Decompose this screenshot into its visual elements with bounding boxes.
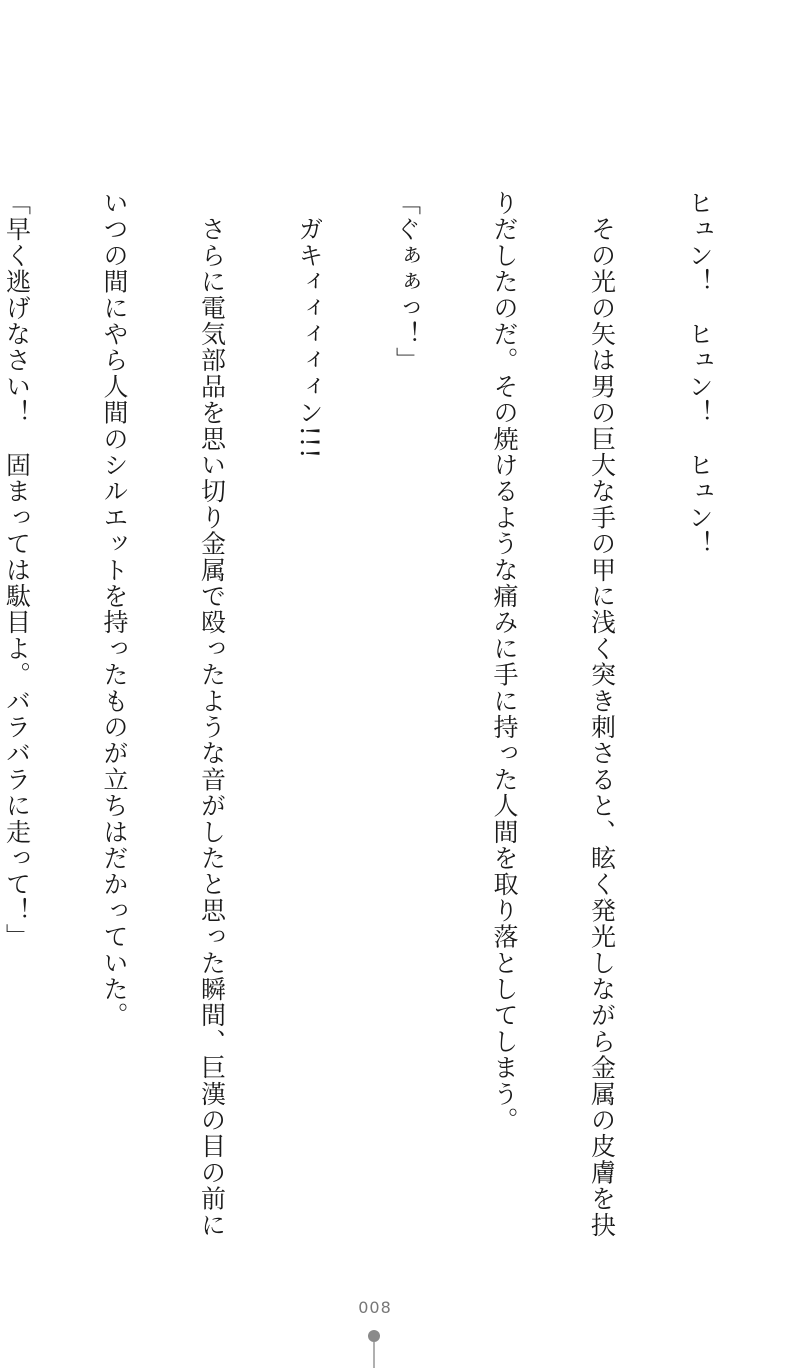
page-marker-dot [368, 1330, 380, 1342]
text-line: いつの間にやら人間のシルエットを持ったものが立ちはだかっていた。 [100, 190, 129, 1029]
text-line: ガキィィィィィン!!! [295, 190, 324, 460]
text-line: 「早く逃げなさい！ 固まっては駄目よ。バラバラに走って！」 [2, 190, 32, 950]
page-marker-line [373, 1342, 375, 1368]
page-number: 008 [358, 1298, 392, 1317]
text-line: ヒュン！ ヒュン！ ヒュン！ [685, 190, 714, 557]
text-line: さらに電気部品を思い切り金属で殴ったような音がしたと思った瞬間、巨漢の目の前に [197, 190, 227, 1238]
vertical-text-block [0, 190, 780, 1238]
text-line: りだしたのだ。その焼けるような痛みに手に持った人間を取り落としてしまう。 [490, 190, 519, 1134]
text-line: その光の矢は男の巨大な手の甲に浅く突き刺さると、眩く発光しながら金属の皮膚を抉 [587, 190, 617, 1238]
text-line: 「ぐぁぁっ！」 [392, 190, 422, 374]
